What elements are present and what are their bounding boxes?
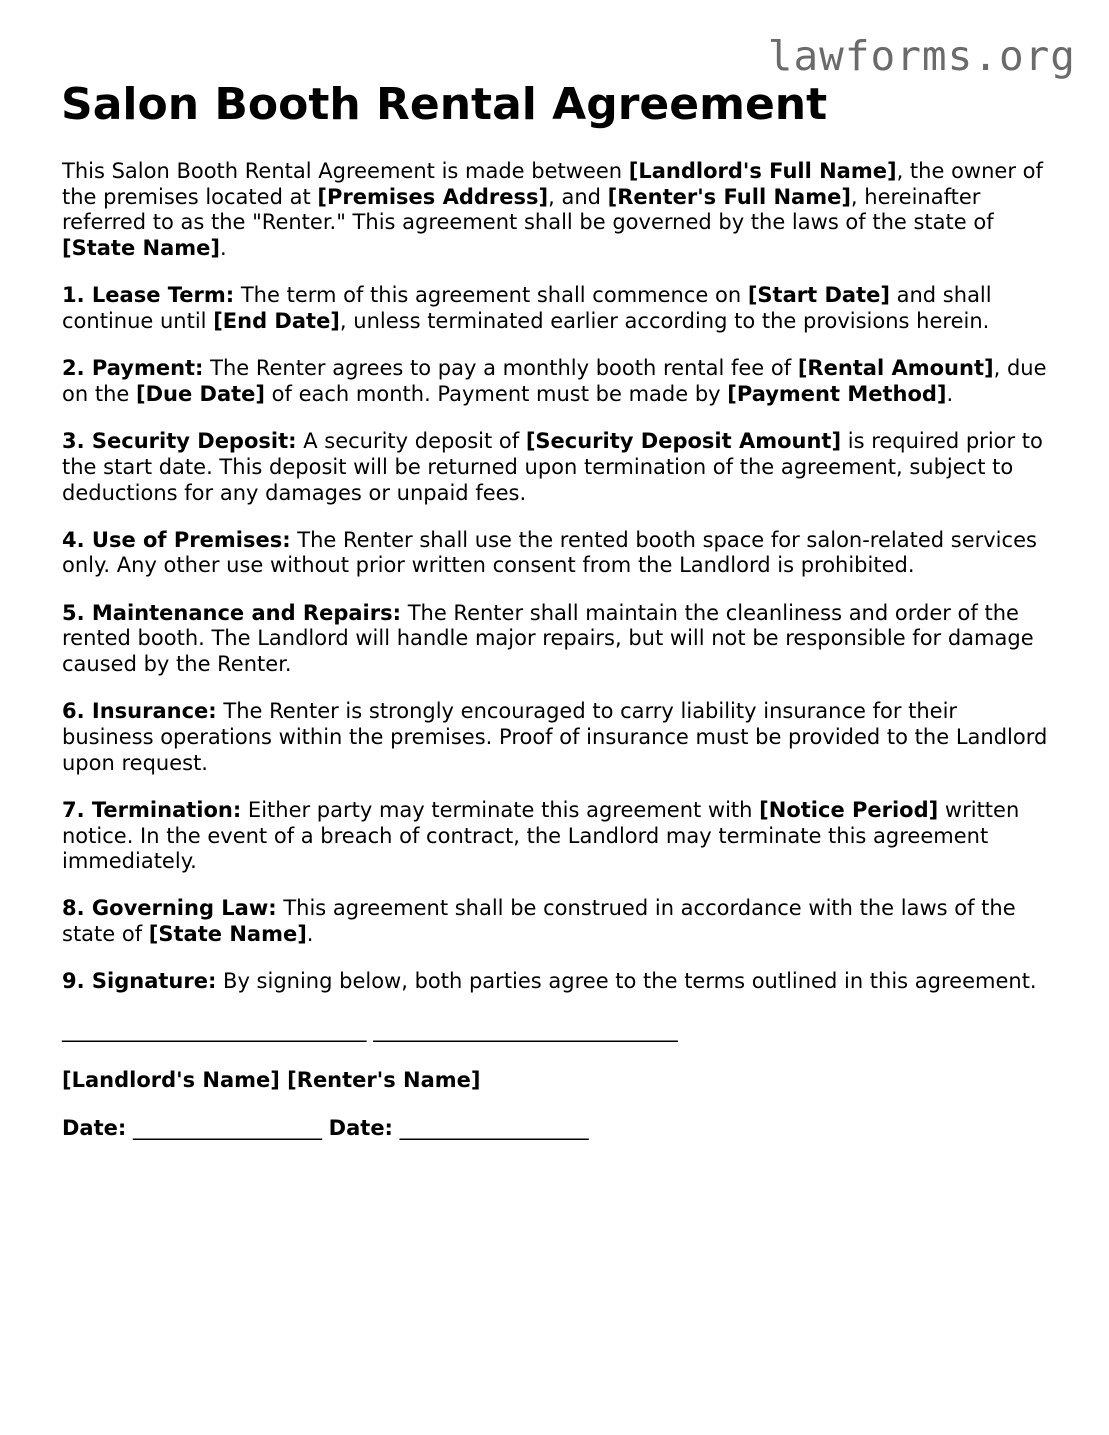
payment-method-placeholder: [Payment Method] bbox=[727, 381, 947, 406]
section-text: written notice. In the event of a breach of contract, the Landlord may terminate this agreement immediately. bbox=[62, 797, 1020, 874]
section-security-deposit bbox=[62, 429, 1052, 506]
renter-name-placeholder: [Renter's Name] bbox=[287, 1067, 481, 1092]
premises-address-placeholder: [Premises Address] bbox=[317, 184, 549, 209]
section-text: , unless terminated earlier according to the provisions herein. bbox=[339, 309, 990, 334]
section-heading: 7. Termination: bbox=[62, 797, 242, 822]
section-text: is required prior to the start date. This deposit will be returned upon termination of the agreement, subject to deductions for any damages or unpaid fees. bbox=[62, 429, 1043, 505]
intro-text: , and bbox=[548, 184, 608, 209]
intro-text: . bbox=[220, 236, 227, 261]
landlord-full-name-placeholder: [Landlord's Full Name] bbox=[628, 159, 897, 183]
section-heading: 3. Security Deposit: bbox=[62, 429, 297, 454]
landlord-signature-line[interactable]: _____________________________ bbox=[62, 1017, 367, 1042]
section-termination bbox=[62, 798, 1052, 875]
signature-lines bbox=[62, 1017, 1052, 1043]
section-insurance bbox=[62, 699, 1052, 776]
site-watermark: lawforms.org bbox=[767, 32, 1076, 80]
section-text: of each month. Payment must be made by bbox=[265, 381, 728, 406]
section-heading: 6. Insurance: bbox=[62, 699, 217, 724]
section-lease-term bbox=[62, 283, 1052, 334]
landlord-date-line[interactable]: __________________ bbox=[132, 1116, 322, 1141]
section-heading: 8. Governing Law: bbox=[62, 896, 277, 921]
date-label: Date: bbox=[62, 1116, 127, 1141]
section-governing-law bbox=[62, 896, 1052, 947]
section-use-of-premises bbox=[62, 528, 1052, 579]
section-text: . bbox=[306, 922, 314, 947]
section-maintenance bbox=[62, 601, 1052, 678]
section-text: The Renter shall use the rented booth space for salon-related services only. Any other use without prior written consent from the Landlord is prohibited. bbox=[62, 527, 1037, 578]
document-title: Salon Booth Rental Agreement bbox=[61, 79, 828, 130]
intro-text: This Salon Booth Rental Agreement is made between bbox=[62, 159, 629, 183]
signatory-names bbox=[62, 1068, 1052, 1094]
section-text: The Renter shall maintain the cleanliness and order of the rented booth. The Landlord will handle major repairs, but will not be responsible for damage caused by the Renter. bbox=[62, 600, 1034, 677]
due-date-placeholder: [Due Date] bbox=[135, 381, 265, 406]
section-text: Either party may terminate this agreement with bbox=[241, 797, 760, 822]
section-heading: 9. Signature: bbox=[62, 969, 217, 994]
section-text: The Renter agrees to pay a monthly booth rental fee of bbox=[203, 356, 798, 381]
start-date-placeholder: [Start Date] bbox=[747, 283, 890, 308]
section-text: The term of this agreement shall commence on bbox=[234, 283, 748, 308]
intro-text: , hereinafter referred to as the "Renter." This agreement shall be governed by the laws of the state of bbox=[62, 184, 994, 235]
landlord-name-placeholder: [Landlord's Name] bbox=[62, 1067, 280, 1092]
renter-signature-line[interactable]: _____________________________ bbox=[373, 1017, 678, 1042]
document-body bbox=[62, 159, 1052, 1142]
section-payment bbox=[62, 356, 1052, 407]
section-text: A security deposit of bbox=[296, 429, 526, 454]
renter-full-name-placeholder: [Renter's Full Name] bbox=[607, 184, 851, 209]
state-name-placeholder: [State Name] bbox=[62, 236, 220, 261]
intro-paragraph bbox=[62, 159, 1052, 262]
security-deposit-amount-placeholder: [Security Deposit Amount] bbox=[525, 429, 842, 454]
section-text: By signing below, both parties agree to the terms outlined in this agreement. bbox=[216, 969, 1037, 994]
section-text: and shall continue until bbox=[62, 283, 992, 334]
intro-text: , the owner of the premises located at bbox=[62, 159, 1043, 209]
section-heading: 1. Lease Term: bbox=[62, 283, 235, 308]
section-heading: 4. Use of Premises: bbox=[62, 527, 291, 552]
rental-amount-placeholder: [Rental Amount] bbox=[797, 356, 994, 381]
notice-period-placeholder: [Notice Period] bbox=[759, 797, 939, 822]
date-label: Date: bbox=[328, 1116, 393, 1141]
signature-dates bbox=[62, 1116, 1052, 1142]
section-heading: 5. Maintenance and Repairs: bbox=[62, 600, 402, 625]
section-signature bbox=[62, 969, 1052, 995]
renter-date-line[interactable]: __________________ bbox=[399, 1116, 589, 1141]
section-text: The Renter is strongly encouraged to carry liability insurance for their business operations within the premises. Proof of insurance must be provided to the Landlord upon request. bbox=[62, 699, 1048, 775]
end-date-placeholder: [End Date] bbox=[213, 309, 340, 334]
section-heading: 2. Payment: bbox=[62, 356, 204, 381]
section-text: , due on the bbox=[62, 356, 1047, 406]
section-text: . bbox=[946, 381, 954, 406]
state-name-placeholder: [State Name] bbox=[148, 922, 307, 947]
section-text: This agreement shall be construed in accordance with the laws of the state of bbox=[62, 896, 1016, 947]
